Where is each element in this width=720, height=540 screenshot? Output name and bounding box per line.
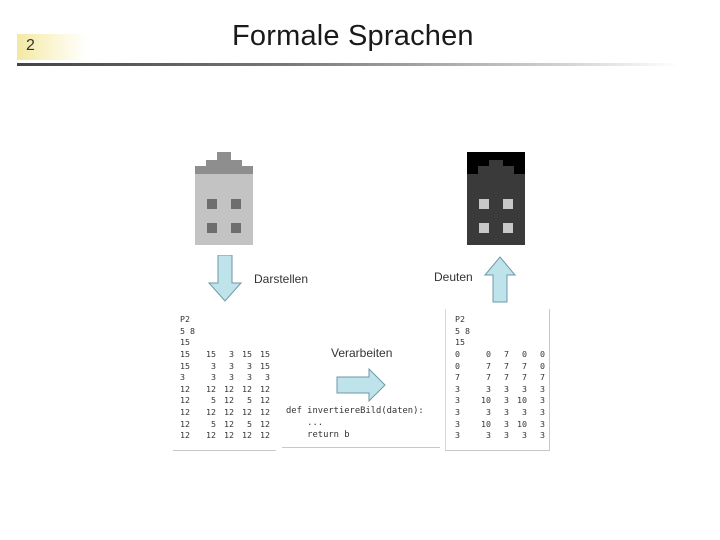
house-body <box>467 174 525 245</box>
data-cell: 7 <box>504 372 509 383</box>
data-cell: 3 <box>486 383 491 394</box>
house-icon <box>195 152 253 245</box>
data-cell: 15 <box>260 360 270 371</box>
output-data-box <box>445 309 550 451</box>
function-code <box>286 405 424 441</box>
data-row <box>455 407 545 419</box>
code-line: return b <box>286 430 350 440</box>
data-cell: 12 <box>224 407 234 418</box>
house-window <box>207 223 217 233</box>
data-cell: 15 <box>206 348 216 359</box>
data-cell: 3 <box>540 383 545 394</box>
data-cell: 3 <box>540 407 545 418</box>
data-row <box>455 372 545 384</box>
data-cell: 0 <box>540 360 545 371</box>
data-cell: 3 <box>504 430 509 441</box>
arrow-down-icon <box>208 255 242 302</box>
data-cell: 3 <box>455 383 460 394</box>
header-line: 5 8 <box>180 325 195 336</box>
data-cell: 7 <box>504 360 509 371</box>
data-cell: 12 <box>180 407 190 418</box>
data-cell: 3 <box>247 372 252 383</box>
data-cell: 3 <box>229 348 234 359</box>
header-line: P2 <box>455 314 465 324</box>
output-data-grid <box>455 314 545 442</box>
data-cell: 5 <box>211 418 216 429</box>
data-cell: 0 <box>522 348 527 359</box>
data-cell: 3 <box>504 395 509 406</box>
data-cell: 12 <box>260 418 270 429</box>
data-cell: 12 <box>260 395 270 406</box>
data-cell: 3 <box>486 407 491 418</box>
data-row <box>455 361 545 373</box>
house-body <box>195 174 253 245</box>
data-row <box>180 430 270 442</box>
data-cell: 7 <box>455 372 460 383</box>
data-cell: 10 <box>481 395 491 406</box>
house-window <box>231 199 241 209</box>
data-cell: 7 <box>540 372 545 383</box>
data-row <box>180 384 270 396</box>
data-cell: 3 <box>540 418 545 429</box>
data-cell: 12 <box>206 383 216 394</box>
data-cell: 3 <box>455 395 460 406</box>
data-cell: 3 <box>211 372 216 383</box>
data-cell: 3 <box>504 407 509 418</box>
data-row <box>180 407 270 419</box>
data-cell: 0 <box>455 348 460 359</box>
data-cell: 12 <box>224 383 234 394</box>
data-row <box>180 395 270 407</box>
data-cell: 12 <box>180 430 190 441</box>
code-line: ... <box>286 418 324 428</box>
data-cell: 12 <box>180 383 190 394</box>
data-cell: 3 <box>486 430 491 441</box>
house-window <box>479 223 489 233</box>
header-line: P2 <box>180 314 190 324</box>
house-window <box>207 199 217 209</box>
data-row <box>180 372 270 384</box>
header-line: 15 <box>180 337 190 348</box>
data-cell: 12 <box>224 418 234 429</box>
data-cell: 15 <box>260 348 270 359</box>
header-line: 5 8 <box>455 325 470 336</box>
data-cell: 3 <box>265 372 270 383</box>
data-cell: 5 <box>247 418 252 429</box>
data-cell: 12 <box>260 430 270 441</box>
label-verarbeiten: Verarbeiten <box>331 346 393 360</box>
arrow-up-icon <box>484 256 516 303</box>
data-cell: 3 <box>540 395 545 406</box>
data-cell: 5 <box>211 395 216 406</box>
data-cell: 7 <box>522 372 527 383</box>
data-cell: 3 <box>229 372 234 383</box>
data-row <box>180 361 270 373</box>
slide-title: Formale Sprachen <box>232 20 474 52</box>
data-cell: 7 <box>486 360 491 371</box>
code-divider <box>282 447 440 448</box>
arrow-right-icon <box>336 368 386 402</box>
input-data-box <box>173 309 276 451</box>
input-data-grid <box>180 314 270 442</box>
data-row <box>180 419 270 431</box>
house-inverted-icon <box>467 152 525 245</box>
data-cell: 12 <box>180 418 190 429</box>
data-row <box>455 395 545 407</box>
data-cell: 10 <box>517 395 527 406</box>
data-cell: 3 <box>211 360 216 371</box>
data-cell: 7 <box>486 372 491 383</box>
data-cell: 12 <box>242 430 252 441</box>
data-cell: 7 <box>522 360 527 371</box>
data-cell: 3 <box>180 372 185 383</box>
data-row <box>455 384 545 396</box>
house-window <box>231 223 241 233</box>
data-cell: 3 <box>504 418 509 429</box>
data-cell: 3 <box>504 383 509 394</box>
data-cell: 3 <box>229 360 234 371</box>
code-line: def invertiereBild(daten): <box>286 406 424 416</box>
data-cell: 7 <box>504 348 509 359</box>
data-cell: 3 <box>540 430 545 441</box>
data-cell: 12 <box>180 395 190 406</box>
house-roof <box>217 152 231 160</box>
data-cell: 3 <box>522 383 527 394</box>
data-cell: 3 <box>247 360 252 371</box>
header-line: 15 <box>455 337 465 348</box>
data-cell: 12 <box>206 407 216 418</box>
data-cell: 15 <box>180 348 190 359</box>
label-darstellen: Darstellen <box>254 272 309 286</box>
data-cell: 12 <box>260 383 270 394</box>
data-cell: 0 <box>455 360 460 371</box>
house-window <box>503 199 513 209</box>
data-cell: 12 <box>242 407 252 418</box>
data-cell: 10 <box>481 418 491 429</box>
data-cell: 3 <box>455 430 460 441</box>
data-cell: 15 <box>242 348 252 359</box>
data-cell: 12 <box>260 407 270 418</box>
house-window <box>503 223 513 233</box>
label-deuten: Deuten <box>434 270 473 284</box>
data-cell: 15 <box>180 360 190 371</box>
data-cell: 5 <box>247 395 252 406</box>
data-row <box>455 349 545 361</box>
data-row <box>455 430 545 442</box>
house-window <box>479 199 489 209</box>
data-cell: 3 <box>522 407 527 418</box>
data-cell: 3 <box>455 407 460 418</box>
data-row <box>455 419 545 431</box>
data-cell: 10 <box>517 418 527 429</box>
data-cell: 12 <box>206 430 216 441</box>
data-cell: 3 <box>522 430 527 441</box>
slide-number: 2 <box>26 37 35 54</box>
data-cell: 0 <box>540 348 545 359</box>
data-cell: 12 <box>224 430 234 441</box>
data-row <box>180 349 270 361</box>
data-cell: 12 <box>242 383 252 394</box>
title-divider <box>17 63 680 66</box>
data-cell: 0 <box>486 348 491 359</box>
data-cell: 3 <box>455 418 460 429</box>
data-cell: 12 <box>224 395 234 406</box>
